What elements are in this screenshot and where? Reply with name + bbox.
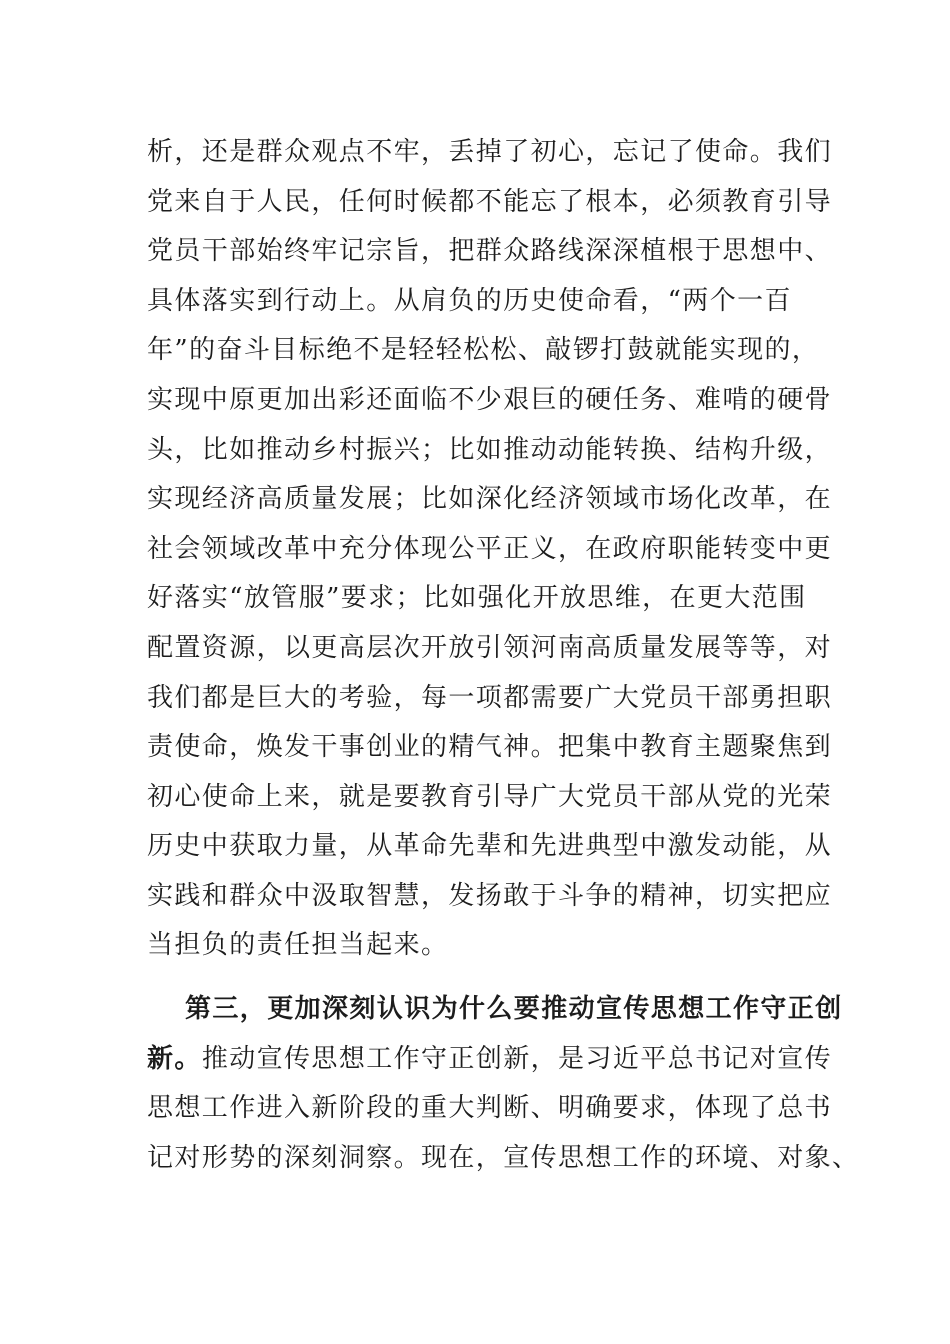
paragraph-line: 历史中获取力量，从革命先辈和先进典型中激发动能，从 — [147, 831, 833, 861]
paragraph-line: 配置资源，以更高层次开放引领河南高质量发展等等，对 — [147, 633, 833, 663]
paragraph-line: 责使命，焕发干事创业的精气神。把集中教育主题聚焦到 — [147, 732, 833, 762]
paragraph-line: 当担负的责任担当起来。 — [147, 930, 449, 960]
paragraph-line: 析，还是群众观点不牢，丢掉了初心，忘记了使命。我们 — [147, 137, 833, 167]
section-heading-end: 新。 — [147, 1044, 202, 1074]
paragraph-line: 年”的奋斗目标绝不是轻轻松松、敲锣打鼓就能实现的， — [147, 335, 820, 365]
section-heading: 第三，更加深刻认识为什么要推动宣传思想工作守正创 — [185, 994, 843, 1024]
paragraph-line — [147, 1043, 833, 1075]
paragraph-line: 党员干部始终牢记宗旨，把群众路线深深植根于思想中、 — [147, 236, 833, 266]
paragraph-line: 思想工作进入新阶段的重大判断、明确要求，体现了总书 — [147, 1093, 833, 1123]
paragraph-line: 具体落实到行动上。从肩负的历史使命看，“两个一百 — [147, 286, 792, 316]
paragraph-line: 社会领域改革中充分体现公平正义，在政府职能转变中更 — [147, 534, 833, 564]
paragraph-line: 头，比如推动乡村振兴；比如推动动能转换、结构升级， — [147, 435, 833, 465]
paragraph-line: 初心使命上来，就是要教育引导广大党员干部从党的光荣 — [147, 782, 833, 812]
paragraph-line: 我们都是巨大的考验，每一项都需要广大党员干部勇担职 — [147, 683, 833, 713]
paragraph-text: 推动宣传思想工作守正创新，是习近平总书记对宣传 — [201, 1044, 833, 1074]
paragraph-line: 好落实“放管服”要求；比如强化开放思维，在更大范围 — [147, 583, 807, 613]
paragraph-line: 记对形势的深刻洞察。现在，宣传思想工作的环境、对象、 — [147, 1143, 860, 1173]
paragraph-line: 党来自于人民，任何时候都不能忘了根本，必须教育引导 — [147, 187, 833, 217]
paragraph-line: 实现中原更加出彩还面临不少艰巨的硬任务、难啃的硬骨 — [147, 385, 833, 415]
paragraph-line: 实现经济高质量发展；比如深化经济领域市场化改革，在 — [147, 484, 833, 514]
paragraph-line: 实践和群众中汲取智慧，发扬敢于斗争的精神，切实把应 — [147, 881, 833, 911]
